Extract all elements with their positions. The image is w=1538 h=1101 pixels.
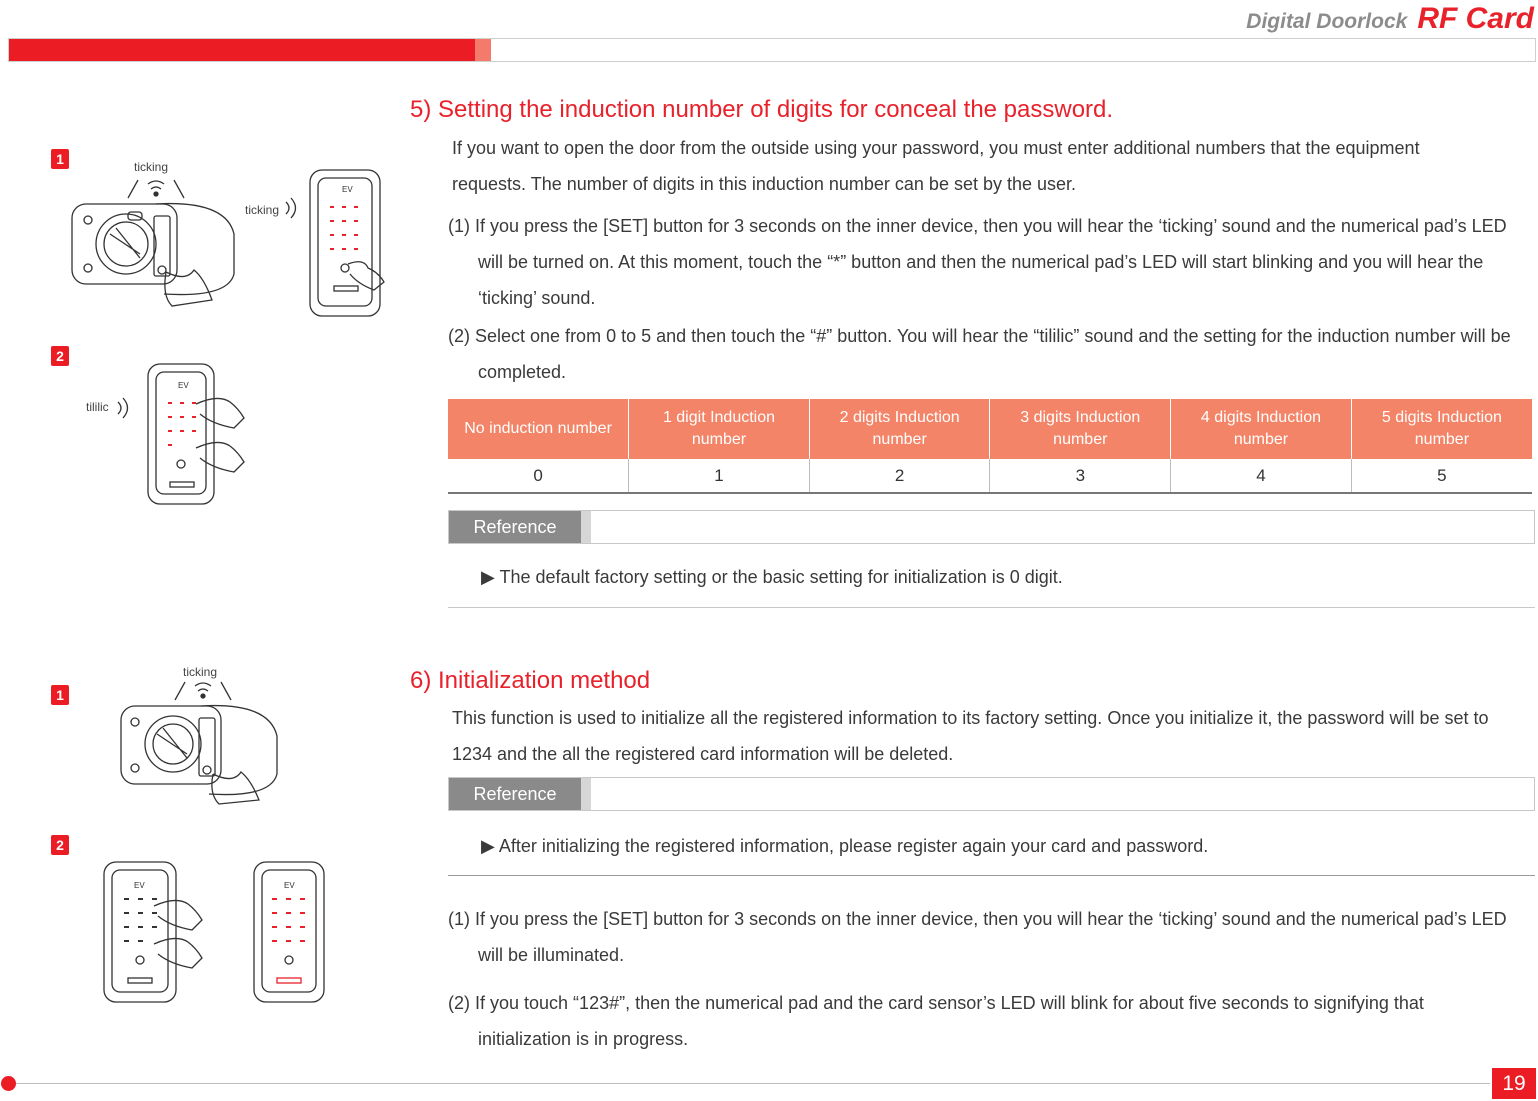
header-bar-red: [9, 39, 475, 61]
reference-bar-accent: [581, 778, 591, 810]
induction-number-table: [448, 399, 1532, 494]
table-row: [448, 459, 1532, 493]
instruction-step: (2) If you touch “123#”, then the numerical pad and the card sensor’s LED will blink for about five seconds to signifying that initialization is in progress.: [448, 993, 1424, 1049]
reference-note: ▶ After initializing the registered information, please register again your card and password.: [481, 836, 1209, 856]
header-title: RF Card: [1417, 2, 1534, 35]
outer-device-illustration: [282, 168, 386, 318]
outer-device-illustration: [112, 360, 262, 510]
table-cell: 5: [1351, 459, 1532, 493]
reference-label: Reference: [449, 511, 581, 543]
sound-label: ticking: [134, 160, 169, 174]
table-header: 5 digits Induction number: [1351, 399, 1532, 459]
table-header: 2 digits Induction number: [809, 399, 990, 459]
table-header: 4 digits Induction number: [1171, 399, 1352, 459]
page-number: 19: [1492, 1068, 1536, 1099]
table-cell: 1: [629, 459, 810, 493]
svg-text:EV: EV: [178, 381, 189, 390]
header-bar: [8, 38, 1536, 62]
inner-device-illustration: [66, 172, 246, 307]
table-header: 3 digits Induction number: [990, 399, 1171, 459]
sound-label: ticking: [245, 203, 280, 217]
footer-dot: [1, 1076, 16, 1091]
table-cell: 0: [448, 459, 629, 493]
section-title: 5) Setting the induction number of digits for conceal the password.: [410, 96, 1114, 123]
outer-device-illustration: [252, 858, 328, 1006]
reference-bar: [448, 510, 1535, 544]
svg-text:EV: EV: [134, 881, 145, 890]
header-bar-accent: [475, 39, 491, 61]
divider: [448, 607, 1535, 608]
svg-text:EV: EV: [284, 881, 295, 890]
sound-label: ticking: [183, 665, 218, 679]
figure-step-number: 2: [51, 346, 69, 366]
figure-step-number: 2: [51, 835, 69, 855]
page-header: [1246, 2, 1534, 36]
section-intro: If you want to open the door from the outside using your password, you must enter additional numbers that the equipment requests. The number of digits in this induction number can be set by the user.: [452, 138, 1420, 194]
instruction-step: (1) If you press the [SET] button for 3 seconds on the inner device, then you will hear the ‘ticking’ sound and the numerical pad’s LED will be illuminated.: [448, 909, 1507, 965]
table-header: No induction number: [448, 399, 629, 459]
footer-line: [8, 1083, 1490, 1084]
reference-label: Reference: [449, 778, 581, 810]
instruction-step: (1) If you press the [SET] button for 3 seconds on the inner device, then you will hear the ‘ticking’ sound and the numerical pad’s LED will be turned on. At this moment, touch the “*” button and then the numerical pad’s LED will start blinking and you will hear the ‘ticking’ sound.: [448, 216, 1507, 308]
figure-step-number: 1: [51, 685, 69, 705]
inner-device-illustration: [115, 676, 285, 806]
table-header: 1 digit Induction number: [629, 399, 810, 459]
table-cell: 2: [809, 459, 990, 493]
sound-label: tililic: [86, 400, 109, 414]
divider: [448, 875, 1535, 876]
table-cell: 3: [990, 459, 1171, 493]
reference-bar: [448, 777, 1535, 811]
table-cell: 4: [1171, 459, 1352, 493]
instruction-step: (2) Select one from 0 to 5 and then touch the “#” button. You will hear the “tililic” sound and the setting for the induction number will be completed.: [448, 326, 1511, 382]
reference-note: ▶ The default factory setting or the basic setting for initialization is 0 digit.: [481, 567, 1063, 587]
outer-device-illustration: [100, 858, 210, 1006]
header-subtitle: Digital Doorlock: [1246, 10, 1408, 33]
reference-bar-accent: [581, 511, 591, 543]
table-header-row: [448, 399, 1532, 459]
figure-step-number: 1: [51, 149, 69, 169]
section-title: 6) Initialization method: [410, 667, 651, 694]
section-intro: This function is used to initialize all the registered information to its factory setting. Once you initialize it, the password will be set to 1234 and the all the registered card information will be deleted.: [452, 708, 1489, 764]
svg-text:EV: EV: [342, 185, 353, 194]
